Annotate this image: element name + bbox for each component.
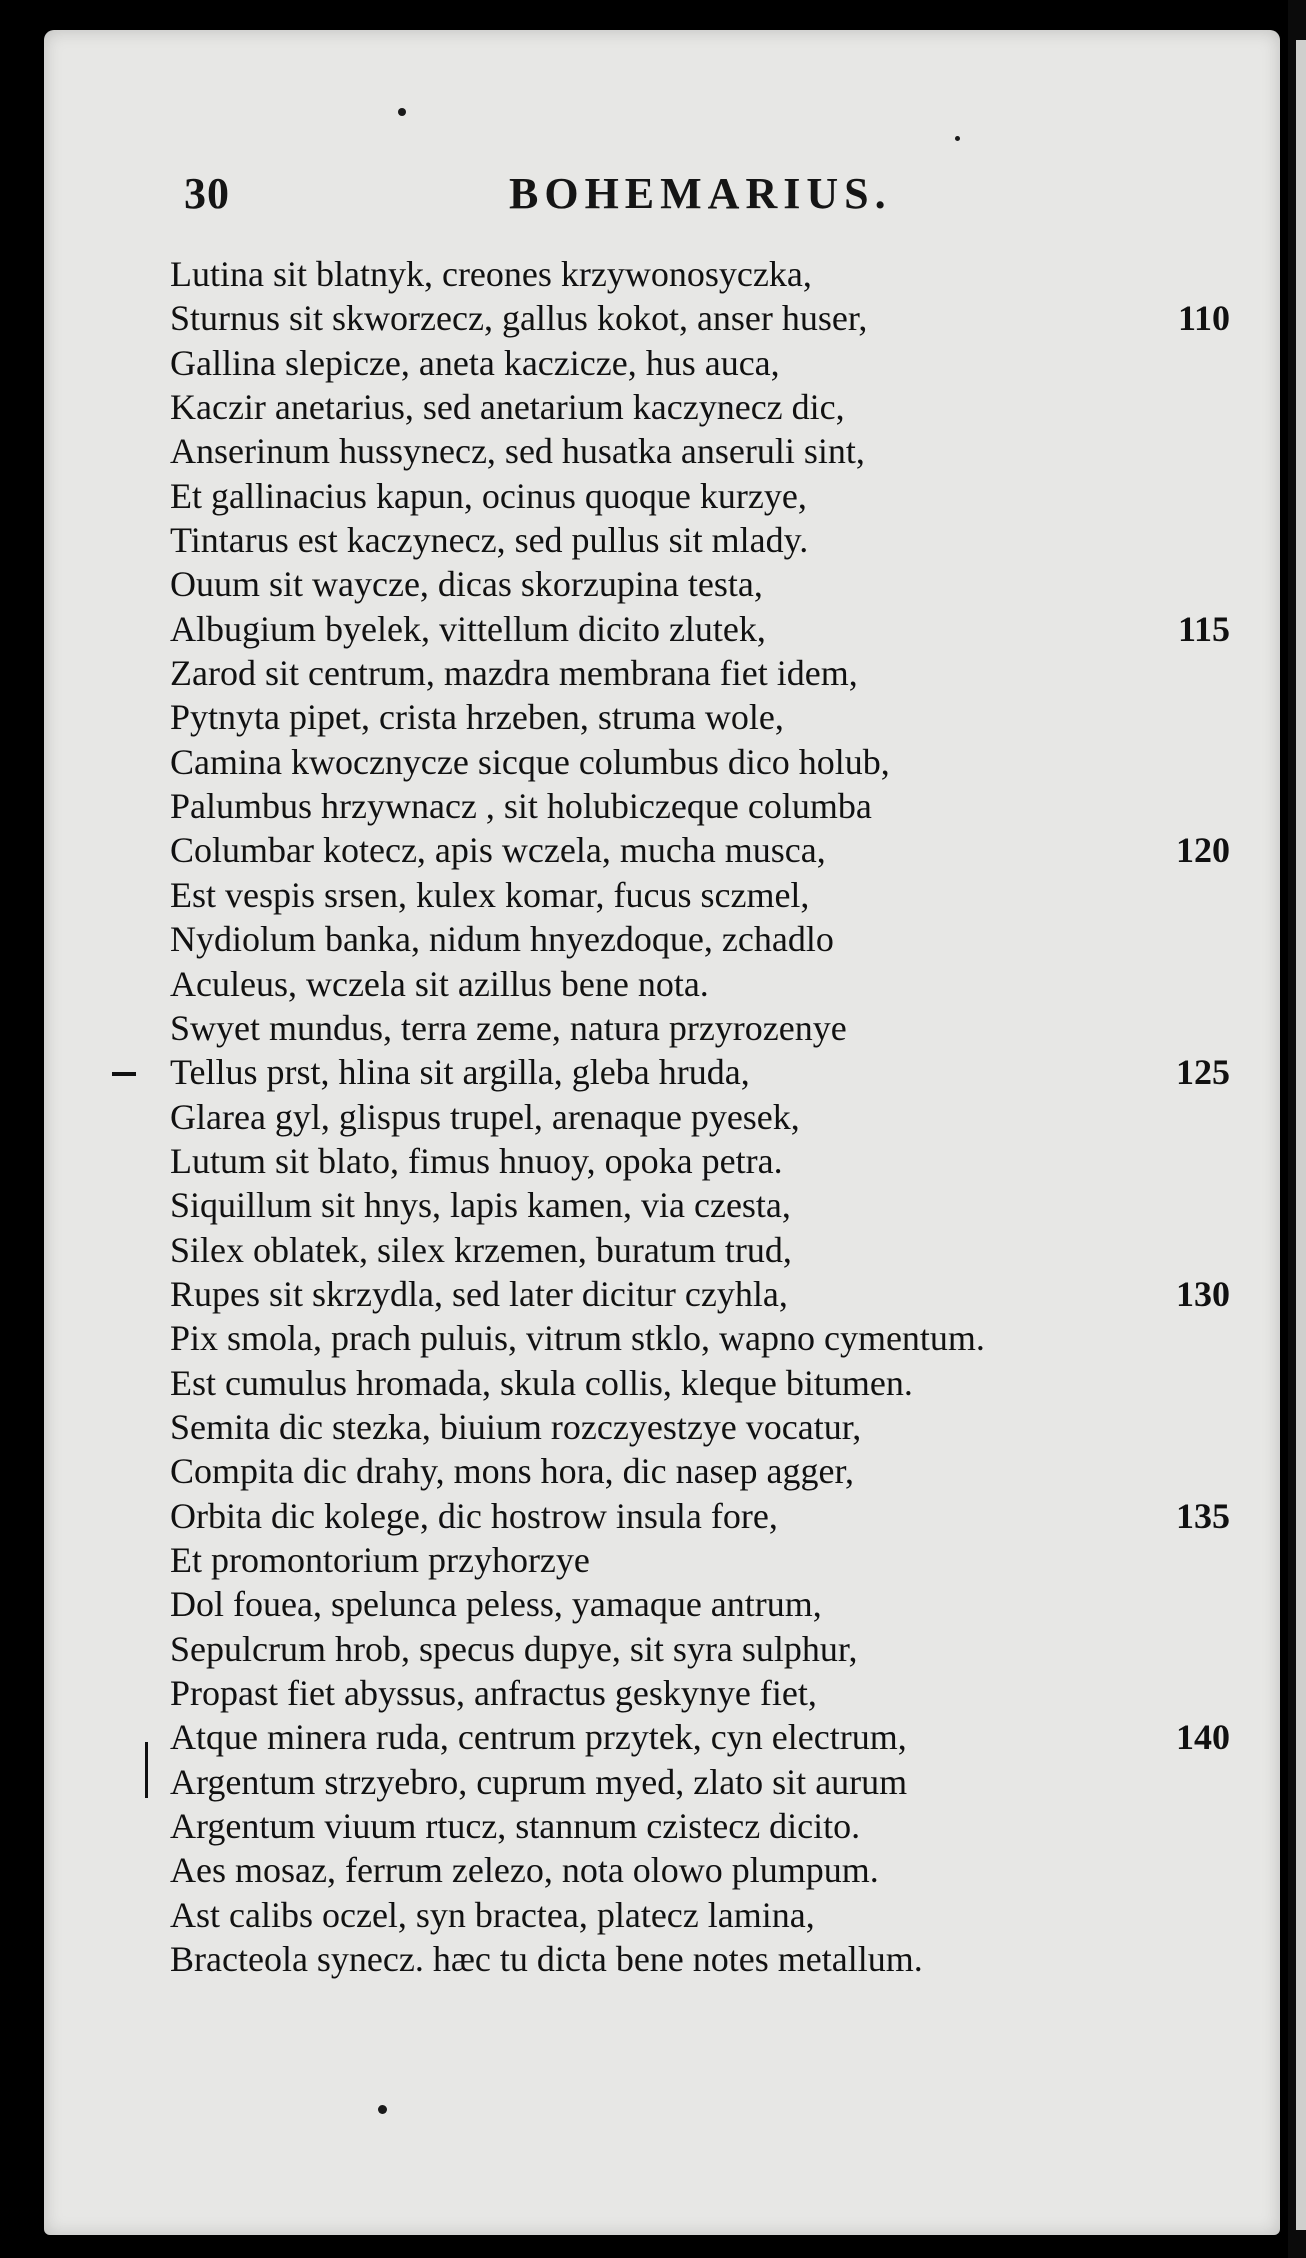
verse-line-text: Lutina sit blatnyk, creones krzywonosyczka, bbox=[170, 254, 812, 294]
verse-line bbox=[170, 1893, 1230, 1937]
verse-line bbox=[170, 1627, 1230, 1671]
verse-line bbox=[170, 252, 1230, 296]
verse-line bbox=[170, 1494, 1230, 1538]
page-header bbox=[184, 168, 1164, 228]
verse-line-text: Rupes sit skrzydla, sed later dicitur czyhla, bbox=[170, 1273, 788, 1314]
verse-line bbox=[170, 917, 1230, 961]
verse-line bbox=[170, 1538, 1230, 1582]
verse-line bbox=[170, 1848, 1230, 1892]
verse-line bbox=[170, 1804, 1230, 1848]
verse-line-text: Tintarus est kaczynecz, sed pullus sit mlady. bbox=[170, 520, 809, 561]
verse-line bbox=[170, 296, 1230, 340]
verse-line bbox=[170, 1582, 1230, 1626]
verse-line bbox=[170, 474, 1230, 518]
verse-line-text: Aculeus, wczela sit azillus bene nota. bbox=[170, 963, 709, 1004]
verse-line-text: Columbar kotecz, apis wczela, mucha musca, bbox=[170, 830, 826, 871]
verse-line bbox=[170, 1449, 1230, 1493]
verse-line-text: Aes mosaz, ferrum zelezo, nota olowo plumpum. bbox=[170, 1850, 879, 1891]
verse-line-number: 120 bbox=[1176, 830, 1230, 871]
verse-line bbox=[170, 1671, 1230, 1715]
verse-line bbox=[170, 1095, 1230, 1139]
verse-line bbox=[170, 651, 1230, 695]
verse-line-text: Compita dic drahy, mons hora, dic nasep agger, bbox=[170, 1451, 855, 1492]
verse-line bbox=[170, 695, 1230, 739]
verse-line-text: Kaczir anetarius, sed anetarium kaczynecz dic, bbox=[170, 387, 845, 428]
paper-speck bbox=[398, 108, 406, 116]
verse-line bbox=[170, 784, 1230, 828]
verse-line-text: Albugium byelek, vittellum dicito zlutek, bbox=[170, 608, 766, 649]
verse-text-block bbox=[170, 252, 1230, 1981]
verse-line-text: Dol fouea, spelunca peless, yamaque antrum, bbox=[170, 1584, 822, 1625]
verse-line-text: Est vespis srsen, kulex komar, fucus sczmel, bbox=[170, 874, 810, 915]
verse-line bbox=[170, 385, 1230, 429]
verse-line-text: Swyet mundus, terra zeme, natura przyrozenye bbox=[170, 1007, 847, 1048]
verse-line bbox=[170, 828, 1230, 872]
verse-line-text: Lutum sit blato, fimus hnuoy, opoka petra. bbox=[170, 1140, 783, 1181]
running-title: BOHEMARIUS. bbox=[509, 169, 892, 218]
verse-line-number: 125 bbox=[1176, 1052, 1230, 1093]
verse-line-number: 135 bbox=[1176, 1495, 1230, 1536]
paper-speck bbox=[378, 2105, 387, 2114]
verse-line bbox=[170, 1715, 1230, 1759]
verse-line-text: Glarea gyl, glispus trupel, arenaque pyesek, bbox=[170, 1096, 800, 1137]
verse-line-text: Et gallinacius kapun, ocinus quoque kurzye, bbox=[170, 475, 807, 516]
verse-line bbox=[170, 429, 1230, 473]
verse-line bbox=[170, 1361, 1230, 1405]
verse-line-text: Atque minera ruda, centrum przytek, cyn electrum, bbox=[170, 1717, 907, 1758]
verse-line bbox=[170, 341, 1230, 385]
verse-line bbox=[170, 1937, 1230, 1981]
verse-line-text: Silex oblatek, silex krzemen, buratum trud, bbox=[170, 1229, 792, 1270]
verse-line-text: Orbita dic kolege, dic hostrow insula fore, bbox=[170, 1495, 778, 1536]
verse-line bbox=[170, 1760, 1230, 1804]
page-number: 30 bbox=[184, 169, 230, 218]
verse-line-text: Gallina slepicze, aneta kaczicze, hus auca, bbox=[170, 342, 780, 383]
verse-line-text: Propast fiet abyssus, anfractus geskynye fiet, bbox=[170, 1673, 817, 1713]
verse-line bbox=[170, 562, 1230, 606]
verse-line-text: Palumbus hrzywnacz , sit holubiczeque columba bbox=[170, 786, 872, 827]
verse-line bbox=[170, 1183, 1230, 1227]
verse-line-text: Bracteola synecz. hæc tu dicta bene notes metallum. bbox=[170, 1939, 923, 1980]
verse-line bbox=[170, 1139, 1230, 1183]
verse-line-number: 140 bbox=[1176, 1717, 1230, 1758]
verse-line-number: 115 bbox=[1177, 608, 1230, 649]
verse-line-text: Camina kwocznycze sicque columbus dico holub, bbox=[170, 741, 890, 782]
verse-line-text: Zarod sit centrum, mazdra membrana fiet idem, bbox=[170, 653, 858, 694]
verse-line bbox=[170, 873, 1230, 917]
verse-line-text: Argentum strzyebro, cuprum myed, zlato sit aurum bbox=[170, 1761, 908, 1802]
verse-line-number: 110 bbox=[1177, 298, 1230, 339]
verse-line-text: Sepulcrum hrob, specus dupye, sit syra sulphur, bbox=[170, 1628, 858, 1669]
verse-line bbox=[170, 1316, 1230, 1360]
verse-line-text: Semita dic stezka, biuium rozczyestzye vocatur, bbox=[170, 1406, 862, 1447]
verse-line-text: Ast calibs oczel, syn bractea, platecz lamina, bbox=[170, 1894, 815, 1935]
verse-line-text: Anserinum hussynecz, sed husatka anseruli sint, bbox=[170, 431, 865, 472]
verse-line bbox=[170, 1228, 1230, 1272]
verse-line-text: Nydiolum banka, nidum hnyezdoque, zchadlo bbox=[170, 919, 834, 960]
verse-line-text: Tellus prst, hlina sit argilla, gleba hruda, bbox=[170, 1052, 750, 1093]
verse-line-text: Est cumulus hromada, skula collis, kleque bitumen. bbox=[170, 1362, 913, 1403]
paper-speck bbox=[955, 136, 960, 141]
verse-line bbox=[170, 1272, 1230, 1316]
verse-line-text: Pix smola, prach puluis, vitrum stklo, wapno cymentum. bbox=[170, 1318, 985, 1359]
verse-line bbox=[170, 1405, 1230, 1449]
verse-line-text: Argentum viuum rtucz, stannum czistecz dicito. bbox=[170, 1806, 861, 1847]
verse-line-number: 130 bbox=[1176, 1273, 1230, 1314]
verse-line bbox=[170, 1006, 1230, 1050]
verse-line-text: Siquillum sit hnys, lapis kamen, via czesta, bbox=[170, 1185, 791, 1226]
verse-line-text: Sturnus sit skworzecz, gallus kokot, anser huser, bbox=[170, 298, 868, 339]
verse-line bbox=[170, 740, 1230, 784]
handwritten-mark bbox=[112, 1072, 136, 1076]
verse-line-text: Pytnyta pipet, crista hrzeben, struma wole, bbox=[170, 697, 784, 738]
verse-line-text: Et promontorium przyhorzye bbox=[170, 1539, 590, 1580]
next-page-edge bbox=[1296, 40, 1306, 2230]
verse-line bbox=[170, 518, 1230, 562]
verse-line bbox=[170, 1050, 1230, 1094]
verse-line bbox=[170, 962, 1230, 1006]
verse-line bbox=[170, 607, 1230, 651]
handwritten-mark bbox=[145, 1742, 148, 1798]
verse-line-text: Ouum sit waycze, dicas skorzupina testa, bbox=[170, 564, 763, 605]
